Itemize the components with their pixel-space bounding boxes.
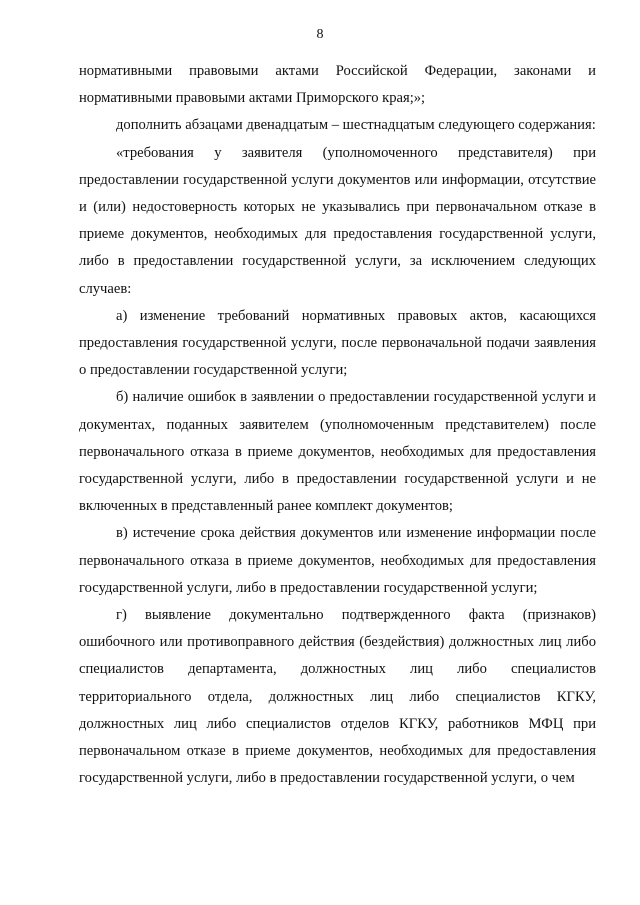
paragraph-item-a: а) изменение требований нормативных правовых актов, касающихся предоставления государственной услуги, после первоначальной подачи заявления о предоставлении государственной услуги; xyxy=(79,307,596,379)
paragraph-continuation: нормативными правовыми актами Российской Федерации, законами и нормативными правовыми актами Приморского края;»; xyxy=(79,63,596,107)
paragraph-requirements: «требования у заявителя (уполномоченного представителя) при предоставлении государственной услуги документов или информации, отсутствие и (или) недостоверность которых не указывались при первоначальном отказе в приеме документов, необходимых для предоставления государственной услуги, либо в предоставлении государственной услуги, за исключением следующих случаев: xyxy=(79,144,596,297)
paragraph-item-v: в) истечение срока действия документов или изменение информации после первоначального отказа в приеме документов, необходимых для предоставления государственной услуги, либо в предоставлении государственной услуги; xyxy=(79,525,596,596)
document-body xyxy=(79,58,596,792)
page-number: 8 xyxy=(316,27,324,42)
paragraph-amendment-intro: дополнить абзацами двенадцатым – шестнадцатым следующего содержания: xyxy=(116,117,596,134)
paragraph-item-g: г) выявление документально подтвержденного факта (признаков) ошибочного или противоправного действия (бездействия) должностных лиц либо специалистов департамента, должностных лиц либо специалистов территориального отдела, должностных лиц либо специалистов КГКУ, должностных лиц либо специалистов отделов КГКУ, работников МФЦ при первоначальном отказе в приеме документов, необходимых для предоставления государственной услуги, либо в предоставлении государственной услуги, о чем xyxy=(79,607,596,787)
paragraph-item-b: б) наличие ошибок в заявлении о предоставлении государственной услуги и документах, поданных заявителем (уполномоченным представителем) после первоначального отказа в приеме документов, необходимых для предоставления государственной услуги, либо в предоставлении государственной услуги и не включенных в представленный ранее комплект документов; xyxy=(79,389,596,515)
